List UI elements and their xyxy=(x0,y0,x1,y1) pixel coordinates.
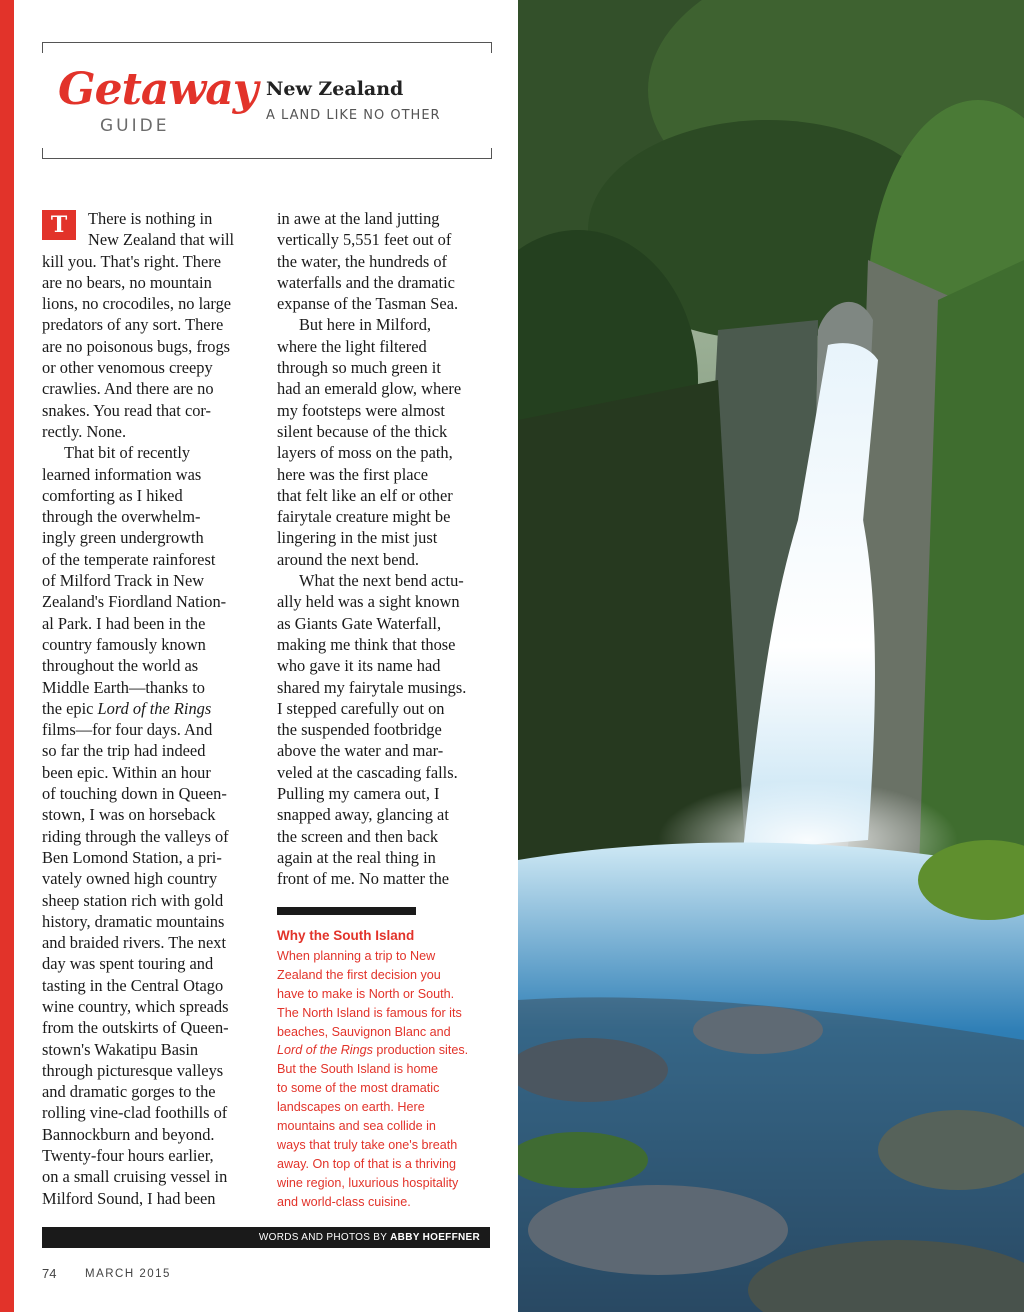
section-title: New Zealand xyxy=(266,78,404,100)
text-line: where the light filtered xyxy=(277,336,427,356)
text-line: through the overwhelm- xyxy=(42,507,201,527)
text-line: What the next bend actu- xyxy=(299,571,464,591)
text-line: in awe at the land jutting xyxy=(277,209,440,228)
text-line: comforting as I hiked xyxy=(42,485,183,505)
sidebar-body xyxy=(277,947,492,1211)
sidebar-box xyxy=(277,928,492,1211)
text-line: But here in Milford, xyxy=(299,315,432,335)
text-line: Middle Earth—thanks to xyxy=(42,677,205,697)
text-line: ways that truly take one's breath xyxy=(277,1137,458,1152)
text-line: day was spent touring and xyxy=(42,954,214,974)
text-line: The North Island is famous for its xyxy=(277,1005,462,1020)
text-line: riding through the valleys of xyxy=(42,826,229,846)
text-line: around the next bend. xyxy=(277,549,420,569)
getaway-guide-logo xyxy=(58,64,258,136)
text-line: tasting in the Central Otago xyxy=(42,975,224,995)
text-line: again at the real thing in xyxy=(277,847,436,867)
page-number: 74 xyxy=(42,1266,57,1281)
text-line: through picturesque valleys xyxy=(42,1060,224,1080)
text-line: the suspended footbridge xyxy=(277,720,442,740)
waterfall-photo xyxy=(518,0,1024,1312)
text-line: above the water and mar- xyxy=(277,741,444,761)
text-line: Bannockburn and beyond. xyxy=(42,1124,215,1144)
text-line: on a small cruising vessel in xyxy=(42,1167,228,1187)
text-line: have to make is North or South. xyxy=(277,986,455,1001)
issue-date: MARCH 2015 xyxy=(85,1268,171,1280)
text-line: who gave it its name had xyxy=(277,656,441,676)
logo-guide-text: GUIDE xyxy=(100,116,170,136)
text-line: vately owned high country xyxy=(42,869,218,889)
text-line: But the South Island is home xyxy=(277,1062,439,1077)
text-line: ally held was a sight known xyxy=(277,592,460,612)
text-line: rolling vine-clad foothills of xyxy=(42,1103,228,1123)
text-line: expanse of the Tasman Sea. xyxy=(277,294,459,314)
text-line: When planning a trip to New xyxy=(277,949,436,963)
text-line: making me think that those xyxy=(277,634,456,654)
text-line: had an emerald glow, where xyxy=(277,379,462,399)
sidebar-title: Why the South Island xyxy=(277,928,415,943)
text-line: and world-class cuisine. xyxy=(277,1194,411,1209)
text-line: vertically 5,551 feet out of xyxy=(277,230,452,250)
text-line: stown, I was on horseback xyxy=(42,805,216,825)
text-line: Ben Lomond Station, a pri- xyxy=(42,847,222,867)
text-line: predators of any sort. There xyxy=(42,315,224,335)
text-line: kill you. That's right. There xyxy=(42,251,221,271)
text-line: shared my fairytale musings. xyxy=(277,677,467,697)
text-line: al Park. I had been in the xyxy=(42,613,206,633)
text-line: snapped away, glancing at xyxy=(277,805,449,825)
text-line: through so much green it xyxy=(277,358,441,378)
text-line: history, dramatic mountains xyxy=(42,911,225,931)
credit-prefix: WORDS AND PHOTOS BY xyxy=(258,1232,388,1243)
text-line: layers of moss on the path, xyxy=(277,443,453,463)
text-line: throughout the world as xyxy=(42,656,199,676)
text-line: as Giants Gate Waterfall, xyxy=(277,613,442,633)
text-line: wine region, luxurious hospitality xyxy=(277,1175,459,1190)
text-line: rectly. None. xyxy=(42,421,127,441)
text-line: my footsteps were almost xyxy=(277,400,445,420)
text-line: from the outskirts of Queen- xyxy=(42,1018,229,1038)
text-line: to some of the most dramatic xyxy=(277,1081,440,1096)
section-subtitle: A LAND LIKE NO OTHER xyxy=(266,108,441,123)
text-line: of touching down in Queen- xyxy=(42,784,227,804)
credit-name: ABBY HOEFFNER xyxy=(390,1232,480,1243)
text-line: veled at the cascading falls. xyxy=(277,762,458,782)
text-line: away. On top of that is a thriving xyxy=(277,1156,456,1171)
text-line: front of me. No matter the xyxy=(277,869,450,889)
text-line: been epic. Within an hour xyxy=(42,762,211,782)
text-line: of Milford Track in New xyxy=(42,571,205,591)
text-line: and dramatic gorges to the xyxy=(42,1082,216,1102)
text-line: are no bears, no mountain xyxy=(42,272,212,292)
photo-credit-bar xyxy=(42,1227,490,1248)
text-line: Milford Sound, I had been xyxy=(42,1188,216,1208)
text-line: of the temperate rainforest xyxy=(42,549,216,569)
text-line: the screen and then back xyxy=(277,826,439,846)
drop-cap: T xyxy=(42,210,76,240)
text-line: snakes. You read that cor- xyxy=(42,400,212,420)
text-line: New Zealand that will xyxy=(88,230,235,250)
text-line: Pulling my camera out, I xyxy=(277,784,440,804)
text-line: country famously known xyxy=(42,634,206,654)
text-line: Twenty-four hours earlier, xyxy=(42,1146,214,1166)
article-column-2 xyxy=(277,208,497,890)
text-line: are no poisonous bugs, frogs xyxy=(42,336,231,356)
header-frame-top xyxy=(42,42,492,53)
text-line: that felt like an elf or other xyxy=(277,485,453,505)
text-line: the epic Lord of the Rings xyxy=(42,698,212,718)
text-line: so far the trip had indeed xyxy=(42,741,206,761)
text-line: learned information was xyxy=(42,464,202,484)
text-line: Lord of the Rings production sites. xyxy=(277,1043,469,1058)
logo-script-text: Getaway xyxy=(58,64,258,115)
text-line: Zealand's Fiordland Nation- xyxy=(42,592,227,612)
text-line: crawlies. And there are no xyxy=(42,379,214,399)
text-line: ingly green undergrowth xyxy=(42,528,204,548)
text-line: or other venomous creepy xyxy=(42,358,213,378)
text-line: landscapes on earth. Here xyxy=(277,1100,425,1115)
text-line: I stepped carefully out on xyxy=(277,698,445,718)
text-line: the water, the hundreds of xyxy=(277,251,448,271)
left-accent-bar xyxy=(0,0,14,1312)
text-line: here was the first place xyxy=(277,464,429,484)
text-line: Zealand the first decision you xyxy=(277,967,441,982)
text-line: silent because of the thick xyxy=(277,421,448,441)
text-line: That bit of recently xyxy=(64,443,191,463)
text-line: wine country, which spreads xyxy=(42,996,229,1016)
text-line: and braided rivers. The next xyxy=(42,933,227,953)
article-column-1 xyxy=(42,208,257,1209)
text-line: lingering in the mist just xyxy=(277,528,438,548)
header-frame-bottom xyxy=(42,148,492,159)
text-line: films—for four days. And xyxy=(42,720,213,740)
text-line: sheep station rich with gold xyxy=(42,890,224,910)
text-line: mountains and sea collide in xyxy=(277,1119,436,1134)
text-line: stown's Wakatipu Basin xyxy=(42,1039,199,1059)
text-line: waterfalls and the dramatic xyxy=(277,272,455,292)
text-line: fairytale creature might be xyxy=(277,507,451,527)
sidebar-rule xyxy=(277,907,416,915)
text-line: beaches, Sauvignon Blanc and xyxy=(277,1024,451,1039)
text-line: There is nothing in xyxy=(88,209,213,228)
text-line: lions, no crocodiles, no large xyxy=(42,294,232,314)
